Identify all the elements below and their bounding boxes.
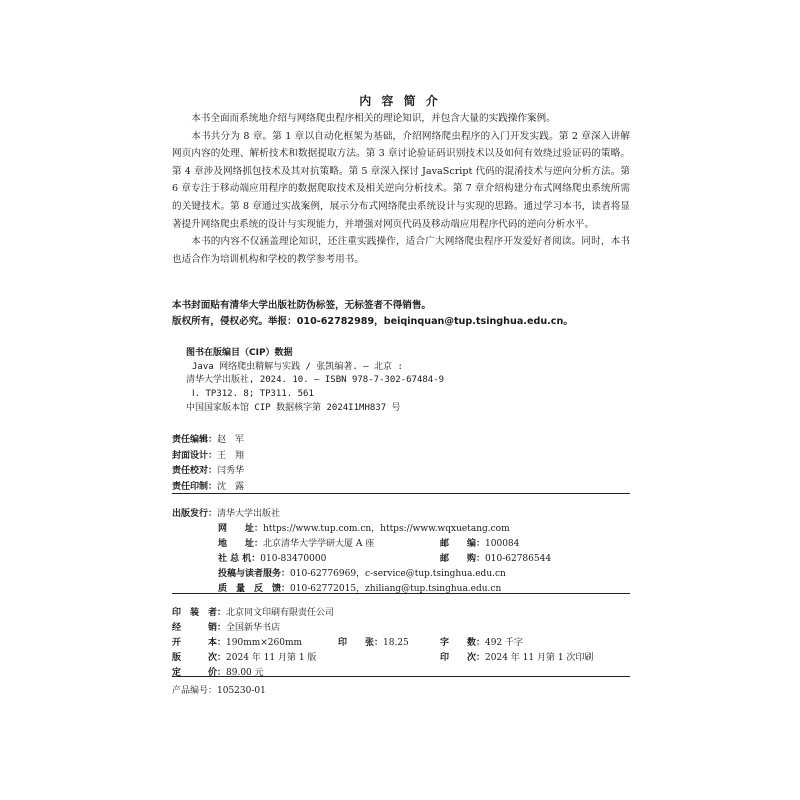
piracy-report-notice: 版权所有，侵权必究。举报：010-62782989，beiqinquan@tup.tsinghua.edu.cn。 (172, 316, 573, 327)
publisher-name: 清华大学出版社 (217, 509, 281, 519)
address-value: 北京清华大学学研大厦 A 座 (263, 539, 375, 549)
divider-top (172, 493, 630, 494)
intro-paragraph: 本书共分为 8 章。第 1 章以自动化框架为基础，介绍网络爬虫程序的入门开发实践。第 2 章深入讲解网页内容的处理、解析技术和数据提取方法。第 3 章讨论验证码识别技术以及如何有效绕过验证码的策略。第 4 章涉及网络抓包技术及其对抗策略。第 5 章深入探讨 JavaScript 代码的混淆技术与逆向分析方法。第 6 章专注于移动端应用程序的数据爬取技术及相关逆向分析技术。第 7 章介绍构建分布式网络爬虫系统所需的关键技术。第 8 章通过实战案例，展示分布式网络爬虫系统设计与实现的思路。通过学习本书，读者将显著提升网络爬虫系统的设计与实现能力，并增强对网页代码及移动端应用程序代码的逆向分析水平。 (172, 130, 630, 230)
editor-key: 封面设计： (172, 450, 218, 461)
sheets-key: 印 张： (338, 638, 384, 648)
printing-row (440, 645, 593, 664)
product-code: 产品编号：105230-01 (172, 686, 266, 696)
intro-paragraph: 本书的内容不仅涵盖理论知识，还注重实践操作，适合广大网络爬虫程序开发爱好者阅读。同时，本书也适合作为培训机构和学校的教学参考用书。 (172, 236, 630, 265)
address-key: 地 址： (218, 539, 264, 549)
mailorder-key: 邮 购： (440, 554, 486, 564)
quality-key: 质 量 反 馈： (218, 584, 291, 594)
intro-body (172, 110, 630, 268)
copyright-notice (172, 298, 573, 330)
divider-bottom (172, 676, 630, 677)
switchboard-value: 010-83470000 (260, 554, 327, 564)
sheets-row (338, 630, 409, 649)
cip-title: 图书在版编目（CIP）数据 (186, 348, 293, 358)
cip-line: Ⅰ. TP312. 8; TP311. 561 (192, 389, 314, 400)
printing-key: 印 次： (440, 653, 486, 663)
printer-value: 北京同文印刷有限责任公司 (226, 608, 335, 618)
price-value: 89.00 元 (226, 668, 264, 678)
service-value: 010-62776969，c-service@tup.tsinghua.edu.cn (290, 569, 506, 579)
cip-line: 中国国家版本馆 CIP 数据核字第 2024I1MH837 号 (186, 402, 401, 413)
cip-line: Java 网络爬虫精解与实践 / 张凯编著. — 北京 : (192, 361, 403, 372)
words-key: 字 数： (440, 638, 486, 648)
quality-value: 010-62772015，zhiliang@tup.tsinghua.edu.cn (290, 584, 502, 594)
sheets-value: 18.25 (383, 638, 409, 648)
editor-key: 责任校对： (172, 466, 218, 476)
words-value: 492 千字 (485, 638, 524, 648)
divider-middle (172, 593, 630, 594)
editor-row (172, 449, 244, 465)
format-value: 190mm×260mm (226, 638, 303, 648)
postcode-value: 100084 (485, 539, 520, 549)
mailorder-value: 010-62786544 (485, 554, 552, 564)
edition-key: 版 次： (172, 653, 227, 663)
distributor-key: 经 销： (172, 623, 227, 633)
price-key: 定 价： (172, 668, 227, 678)
web-key: 网 址： (218, 524, 264, 534)
cip-block (186, 347, 444, 416)
publisher-label: 出版发行： (172, 509, 218, 519)
editor-row (172, 433, 244, 449)
printer-key: 印 装 者： (172, 608, 227, 618)
anti-counterfeit-notice: 本书封面贴有清华大学出版社防伪标签，无标签者不得销售。 (172, 300, 432, 311)
editor-key: 责任编辑： (172, 435, 218, 445)
editor-value: 沈 露 (217, 481, 245, 492)
format-key: 开 本： (172, 638, 227, 648)
postcode-key: 邮 编： (440, 539, 486, 549)
intro-paragraph: 本书全面而系统地介绍与网络爬虫程序相关的理论知识，并包含大量的实践操作案例。 (191, 113, 556, 124)
distributor-value: 全国新华书店 (226, 623, 281, 633)
editor-list (172, 433, 244, 495)
switchboard-key: 社 总 机： (218, 554, 261, 564)
edition-value: 2024 年 11 月第 1 版 (226, 653, 317, 663)
service-key: 投稿与读者服务： (218, 569, 291, 579)
intro-title: 内 容 简 介 (359, 94, 441, 108)
web-value: https://www.tup.com.cn，https://www.wqxuetang.com (263, 524, 510, 534)
editor-value: 闫秀华 (217, 466, 245, 476)
editor-row (172, 464, 244, 480)
editor-value: 王 翔 (217, 450, 245, 461)
cip-line: 清华大学出版社, 2024. 10. — ISBN 978-7-302-67484-9 (186, 375, 445, 386)
editor-key: 责任印制： (172, 481, 218, 492)
editor-value: 赵 军 (217, 435, 245, 445)
printing-value: 2024 年 11 月第 1 次印刷 (485, 653, 594, 663)
